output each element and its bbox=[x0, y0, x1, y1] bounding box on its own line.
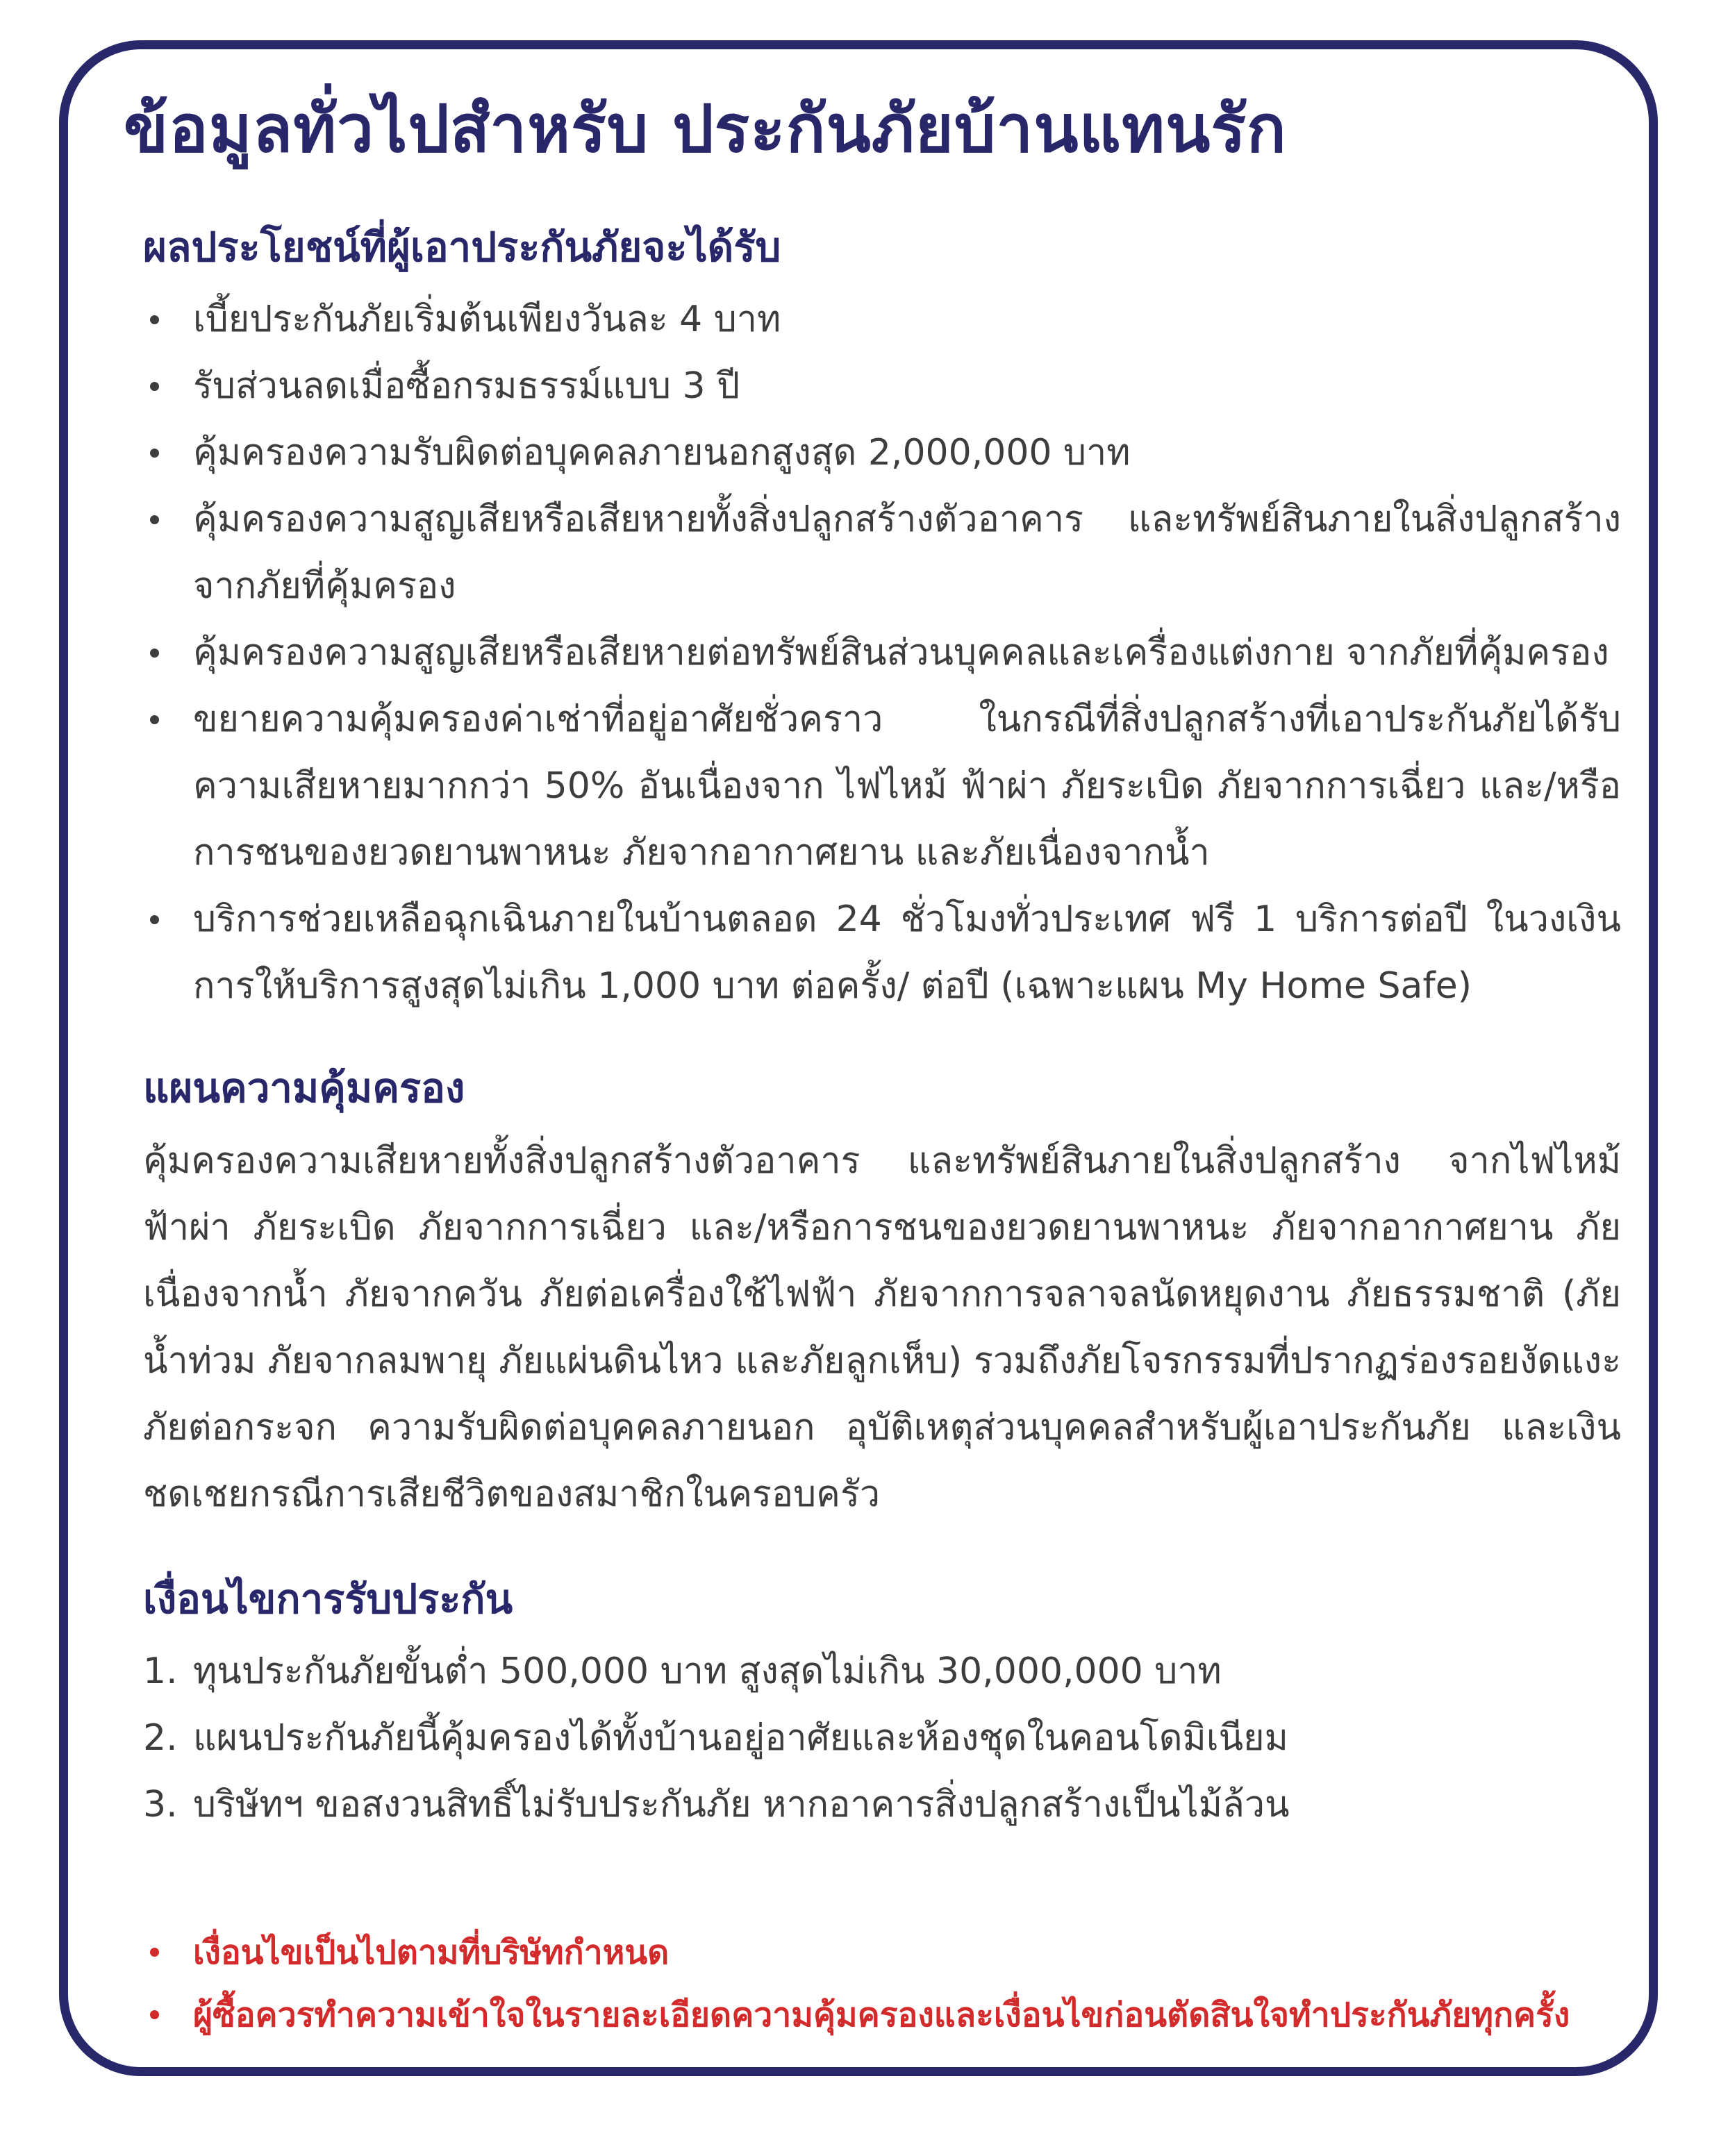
list-item bbox=[143, 1705, 1621, 1771]
benefits-heading: ผลประโยชน์ที่ผู้เอาประกันภัยจะได้รับ bbox=[143, 224, 781, 271]
document-frame bbox=[59, 40, 1658, 2076]
bullet-icon bbox=[143, 1984, 193, 2019]
benefits-section bbox=[124, 222, 1621, 1019]
page-title: ข้อมูลทั่วไปสำหรับ ประกันภัยบ้านแทนรัก bbox=[124, 92, 1287, 167]
benefit-text: คุ้มครองความสูญเสียหรือเสียหายทั้งสิ่งปลูกสร้างตัวอาคาร และทรัพย์สินภายในสิ่งปลูกสร้าง จากภัยที่คุ้มครอง bbox=[193, 499, 1621, 608]
item-number: 1. bbox=[143, 1651, 178, 1693]
disclaimer-section bbox=[124, 1921, 1621, 2046]
list-item bbox=[143, 1638, 1621, 1705]
bullet-icon bbox=[143, 486, 193, 524]
list-item bbox=[143, 286, 1621, 353]
list-item bbox=[143, 686, 1621, 886]
bullet-icon bbox=[143, 419, 193, 458]
coverage-plan-paragraph: คุ้มครองความเสียหายทั้งสิ่งปลูกสร้างตัวอาคาร และทรัพย์สินภายในสิ่งปลูกสร้าง จากไฟไหม้ ฟ้าผ่า ภัยระเบิด ภัยจากการเฉี่ยว และ/หรือการชนของยวดยานพาหนะ ภัยจากอากาศยาน ภัยเนื่องจากน้ำ ภัยจากควัน ภัยต่อเครื่องใช้ไฟฟ้า ภัยจากการจลาจลนัดหยุดงาน ภัยธรรมชาติ (ภัยน้ำท่วม ภัยจากลมพายุ ภัยแผ่นดินไหว และภัยลูกเห็บ) รวมถึงภัยโจรกรรมที่ปรากฏร่องรอยงัดแงะ ภัยต่อกระจก ความรับผิดต่อบุคคลภายนอก อุบัติเหตุส่วนบุคคลสำหรับผู้เอาประกันภัย และเงินชดเชยกรณีการเสียชีวิตของสมาชิกในครอบครัว bbox=[143, 1139, 1621, 1515]
condition-text: แผนประกันภัยนี้คุ้มครองได้ทั้งบ้านอยู่อาศัยและห้องชุดในคอนโดมิเนียม bbox=[193, 1717, 1288, 1760]
conditions-heading: เงื่อนไขการรับประกัน bbox=[143, 1575, 513, 1623]
disclaimer-text: ผู้ซื้อควรทำความเข้าใจในรายละเอียดความคุ้มครองและเงื่อนไขก่อนตัดสินใจทำประกันภัยทุกครั้ง bbox=[193, 1996, 1570, 2035]
conditions-section bbox=[124, 1573, 1621, 1838]
disclaimer-list bbox=[143, 1921, 1621, 2046]
benefit-text: คุ้มครองความสูญเสียหรือเสียหายต่อทรัพย์สินส่วนบุคคลและเครื่องแต่งกาย จากภัยที่คุ้มครอง bbox=[193, 632, 1609, 674]
benefit-text: ขยายความคุ้มครองค่าเช่าที่อยู่อาศัยชั่วคราว ในกรณีที่สิ่งปลูกสร้างที่เอาประกันภัยได้รับความเสียหายมากกว่า 50% อันเนื่องจาก ไฟไหม้ ฟ้าผ่า ภัยระเบิด ภัยจากการเฉี่ยว และ/หรือการชนของยวดยานพาหนะ ภัยจากอากาศยาน และภัยเนื่องจากน้ำ bbox=[193, 699, 1621, 874]
bullet-icon bbox=[143, 353, 193, 391]
condition-text: ทุนประกันภัยขั้นต่ำ 500,000 บาท สูงสุดไม่เกิน 30,000,000 บาท bbox=[193, 1651, 1222, 1693]
benefit-text: บริการช่วยเหลือฉุกเฉินภายในบ้านตลอด 24 ชั่วโมงทั่วประเทศ ฟรี 1 บริการต่อปี ในวงเงินการให้บริการสูงสุดไม่เกิน 1,000 บาท ต่อครั้ง/ ต่อปี (เฉพาะแผน My Home Safe) bbox=[193, 899, 1621, 1008]
benefit-text: รับส่วนลดเมื่อซื้อกรมธรรม์แบบ 3 ปี bbox=[193, 365, 740, 408]
coverage-plan-section bbox=[124, 1062, 1621, 1527]
list-item bbox=[143, 1921, 1621, 1984]
list-item bbox=[143, 1771, 1621, 1838]
list-item bbox=[143, 419, 1621, 486]
disclaimer-text: เงื่อนไขเป็นไปตามที่บริษัทกำหนด bbox=[193, 1933, 670, 1973]
benefits-list bbox=[143, 286, 1621, 1019]
bullet-icon bbox=[143, 1921, 193, 1957]
condition-text: บริษัทฯ ขอสงวนสิทธิ์ไม่รับประกันภัย หากอาคารสิ่งปลูกสร้างเป็นไม้ล้วน bbox=[193, 1784, 1290, 1826]
list-item bbox=[143, 886, 1621, 1019]
item-number: 3. bbox=[143, 1784, 178, 1826]
benefit-text: เบี้ยประกันภัยเริ่มต้นเพียงวันละ 4 บาท bbox=[193, 299, 781, 341]
list-item bbox=[143, 353, 1621, 419]
bullet-icon bbox=[143, 886, 193, 924]
item-number: 2. bbox=[143, 1717, 178, 1760]
bullet-icon bbox=[143, 619, 193, 658]
bullet-icon bbox=[143, 686, 193, 724]
list-item bbox=[143, 619, 1621, 686]
bullet-icon bbox=[143, 286, 193, 324]
list-item bbox=[143, 486, 1621, 619]
coverage-plan-heading: แผนความคุ้มครอง bbox=[143, 1064, 465, 1112]
document-content bbox=[68, 49, 1649, 2046]
benefit-text: คุ้มครองความรับผิดต่อบุคคลภายนอกสูงสุด 2,000,000 บาท bbox=[193, 432, 1131, 474]
conditions-list bbox=[143, 1638, 1621, 1838]
list-item bbox=[143, 1984, 1621, 2046]
